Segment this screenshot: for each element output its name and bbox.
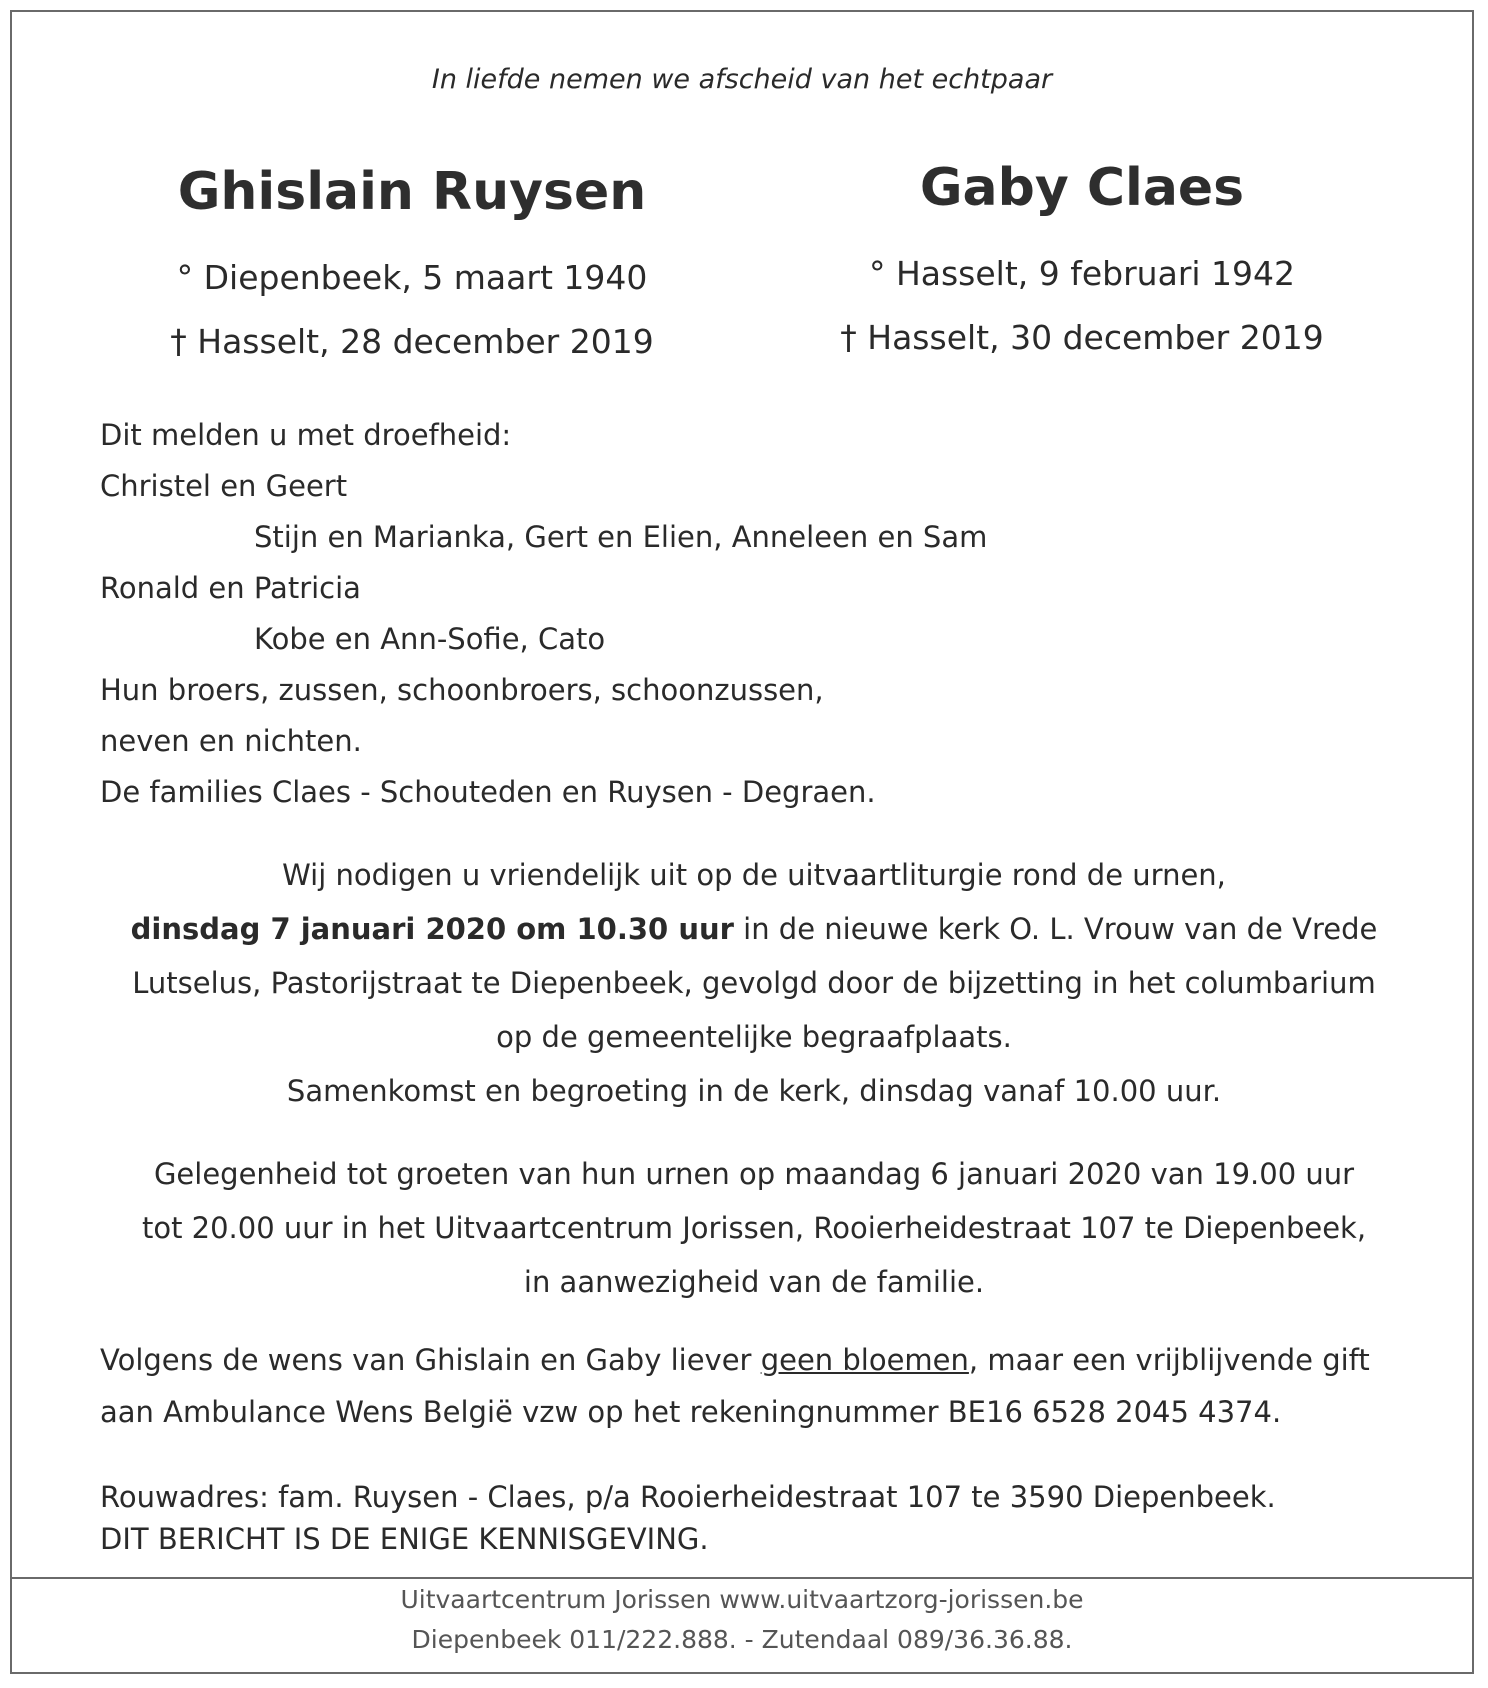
family-announcement [100,410,987,818]
no-flowers-text: geen bloemen [760,1343,969,1377]
family-line-indented: Stijn en Marianka, Gert en Elien, Anneleen en Sam [254,520,988,554]
greeting-line: in aanwezigheid van de familie. [523,1265,985,1299]
address-line: Rouwadres: fam. Ruysen - Claes, p/a Rooierheidestraat 107 te 3590 Diepenbeek. [100,1480,1276,1514]
person-name: Gaby Claes [919,158,1245,218]
family-line: De families Claes - Schouteden en Ruysen - Degraen. [100,775,876,809]
family-line: Hun broers, zussen, schoonbroers, schoonzussen, [100,673,824,707]
family-line: neven en nichten. [100,724,362,758]
greeting-line: Gelegenheid tot groeten van hun urnen op maandag 6 januari 2020 van 19.00 uur [153,1157,1355,1191]
person-gaby [802,158,1362,370]
family-line-indented: Kobe en Ann-Sofie, Cato [254,622,606,656]
invite-line: Samenkomst en begroeting in de kerk, dinsdag vanaf 10.00 uur. [286,1074,1222,1108]
intro-text: In liefde nemen we afscheid van het echtpaar [431,64,1053,95]
person-name: Ghislain Ruysen [177,162,647,222]
invite-line: Wij nodigen u vriendelijk uit op de uitvaartliturgie rond de urnen, [282,858,1226,892]
death-line: † Hasselt, 30 december 2019 [840,318,1324,357]
family-heading: Dit melden u met droefheid: [100,418,512,452]
funeral-invitation [82,848,1426,1118]
footer-line: Uitvaartcentrum Jorissen www.uitvaartzorg-jorissen.be [400,1585,1084,1614]
invite-line: Lutselus, Pastorijstraat te Diepenbeek, gevolgd door de bijzetting in het columbarium [132,966,1376,1000]
mourning-address [100,1476,1420,1560]
invite-line-rest: in de nieuwe kerk O. L. Vrouw van de Vrede [733,912,1378,946]
notice-line: DIT BERICHT IS DE ENIGE KENNISGEVING. [100,1522,709,1556]
wish-text: , maar een vrijblijvende gift [968,1343,1370,1377]
family-line: Christel en Geert [100,469,348,503]
footer-line: Diepenbeek 011/222.888. - Zutendaal 089/36.36.88. [411,1625,1073,1654]
wish-line [100,1334,1420,1386]
birth-line: ° Diepenbeek, 5 maart 1940 [176,258,648,297]
greeting-line: tot 20.00 uur in het Uitvaartcentrum Jorissen, Rooierheidestraat 107 te Diepenbeek, [141,1211,1367,1245]
birth-line: ° Hasselt, 9 februari 1942 [868,254,1296,293]
wish-line: aan Ambulance Wens België vzw op het rekeningnummer BE16 6528 2045 4374. [100,1395,1282,1429]
family-line: Ronald en Patricia [100,571,361,605]
footer-divider [12,1577,1472,1579]
greeting-info [82,1147,1426,1309]
donation-wish [100,1334,1420,1438]
obituary-card [10,10,1474,1674]
death-line: † Hasselt, 28 december 2019 [170,322,654,361]
footer [12,1580,1472,1660]
person-ghislain [132,162,692,374]
invite-line: op de gemeentelijke begraafplaats. [496,1020,1012,1054]
wish-text: Volgens de wens van Ghislain en Gaby liever [100,1343,761,1377]
funeral-date: dinsdag 7 januari 2020 om 10.30 uur [130,912,734,946]
invite-line [82,902,1426,956]
